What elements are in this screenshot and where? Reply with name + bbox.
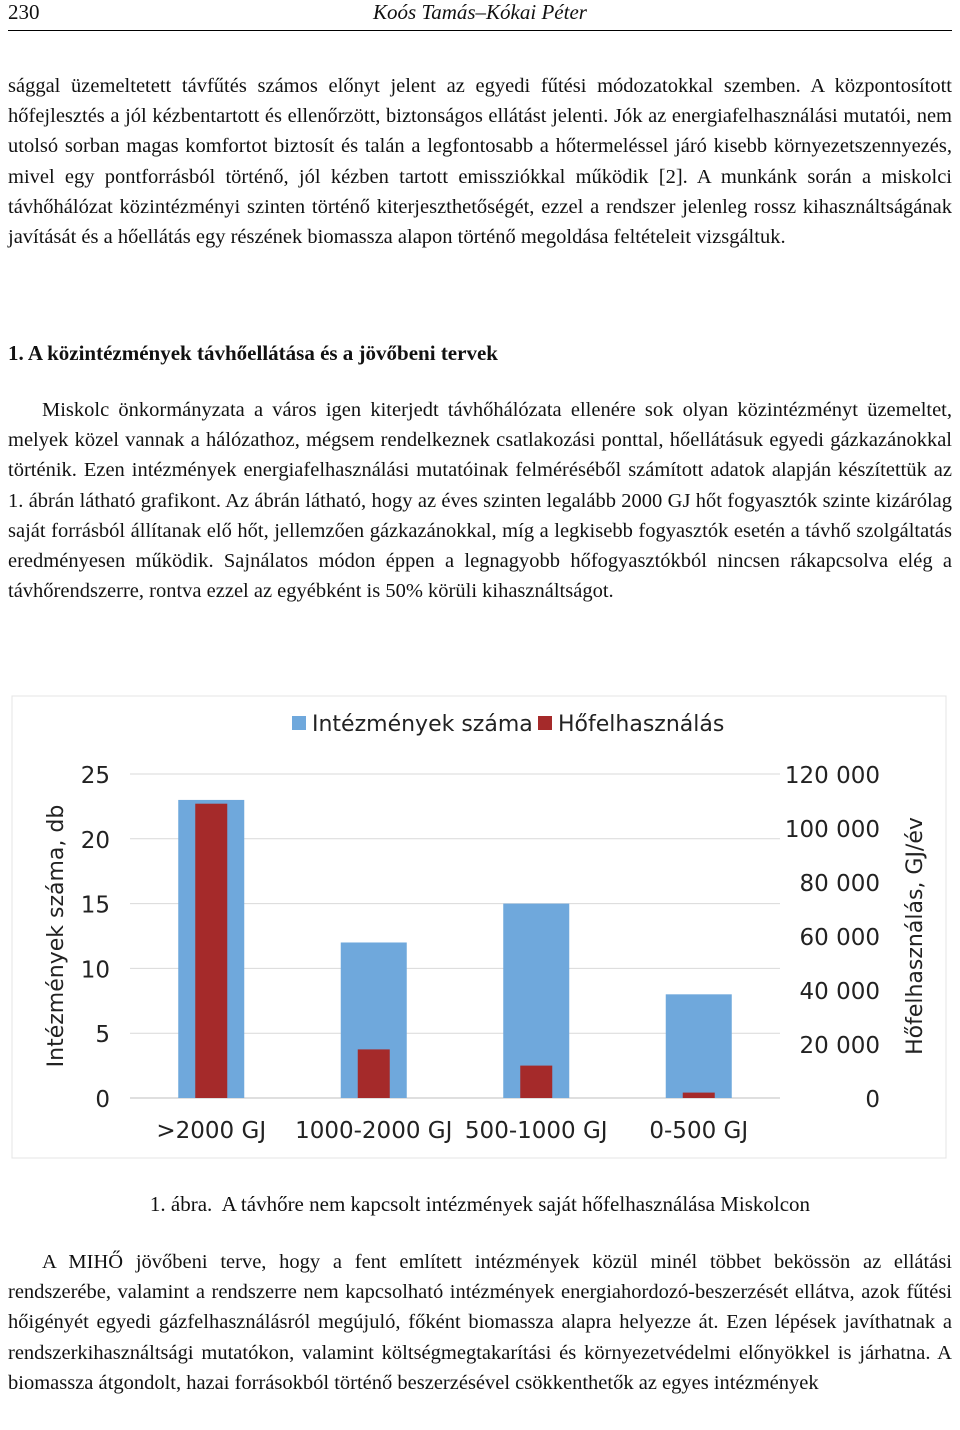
section-paragraph: Miskolc önkormányzata a város igen kiterjedt távhőhálózata ellenére sok olyan közintézményt üzemeltet, melyek közel vannak a hálózathoz, mégsem rendelkeznek csatlakozási ponttal, hőellátásuk egyedi gázkazánokkal történik. Ezen intézmények energiafelhasználási mutatóinak felméréséből számított adatok alapján készítettük az 1. ábrán látható grafikont. Az ábrán látható, hogy az éves szinten legalább 2000 GJ hőt fogyasztók szinte kizárólag saját forrásból állítanak elő hőt, jellemzően gázkazánokkal, míg a legkisebb fogyasztók esetén a távhő szolgáltatás eredményesen működik. Sajnálatos módon éppen a legnagyobb hőfogyasztókból nincsen rákapcsolva elég a távhőrendszerre, rontva ezzel az egyébként is 50% körüli kihasználtságot. xyxy=(8,399,952,603)
bar-intezmenyek-szama xyxy=(666,994,732,1098)
y-tick-label: 15 xyxy=(80,892,110,919)
caption-text: A távhőre nem kapcsolt intézmények saját hőfelhasználása Miskolcon xyxy=(221,1192,811,1216)
bar-chart xyxy=(10,694,950,1162)
y2-tick-label: 20 000 xyxy=(799,1033,880,1059)
page-number: 230 xyxy=(8,0,40,24)
page-header xyxy=(8,0,952,30)
bar-hofelhasznalas xyxy=(520,1066,552,1098)
legend-swatch-hofelhasznalas xyxy=(538,716,552,730)
intro-paragraph: sággal üzemeltetett távfűtés számos előnyt jelent az egyedi fűtési módozatokkal szemben. A központosított hőfejlesztés a jól kézbentartott és ellenőrzött, biztonságos ellátást jelenti. Jók az energiafelhasználási mutatói, nem utolsó sorban magas komfortot biztosít és talán a legfontosabb a hőtermeléssel járó kisebb környezetszennyezés, mivel egy pontforrásból történő, jól kézben tartott emissziókkal működik [2]. A munkánk során a miskolci távhőhálózat közintézményi szinten történő kiterjeszthetőségét, ezzel a rendszer jelenleg rossz kihasználtságának javítását és a hőellátás egy részének biomassza alapon történő megoldása feltételeit vizsgáltuk. xyxy=(8,75,952,249)
x-tick-label: 1000-2000 GJ xyxy=(295,1118,453,1144)
bar-hofelhasznalas xyxy=(195,804,227,1098)
legend-label-intezmenyek-szama: Intézmények száma xyxy=(312,712,533,737)
running-head-authors: Koós Tamás–Kókai Péter xyxy=(373,0,587,24)
x-tick-label: 0-500 GJ xyxy=(649,1118,749,1144)
legend-swatch-intezmenyek-szama xyxy=(292,716,306,730)
y2-tick-label: 80 000 xyxy=(799,871,880,897)
y-tick-label: 10 xyxy=(80,957,110,984)
caption-number: 1. ábra. xyxy=(149,1192,213,1216)
figure-caption xyxy=(0,1189,960,1219)
y2-tick-label: 0 xyxy=(865,1087,880,1113)
y2-tick-label: 60 000 xyxy=(799,925,880,951)
y2-tick-label: 120 000 xyxy=(784,763,880,789)
y2-tick-label: 100 000 xyxy=(784,817,880,843)
x-tick-label: >2000 GJ xyxy=(156,1118,267,1144)
closing-paragraph: A MIHŐ jövőbeni terve, hogy a fent említett intézmények közül minél többet bekössön az ellátási rendszerébe, valamint a rendszerre nem kapcsolható intézmények energiahordozó-beszerzését ellátva, azok fűtési hőigényét egyedi gázfelhasználásról megújuló, főként biomassza alapra helyezze át. Ezen lépések javíthatnak a rendszerkihasználtsági mutatókon, valamint költségmegtakarítási és környezetvédelmi előnyökkel is járhatna. A biomassza átgondolt, hazai forrásokból történő beszerzésével csökkenthetők az egyes intézmények xyxy=(8,1251,952,1394)
x-tick-label: 500-1000 GJ xyxy=(464,1118,608,1144)
y-axis-title: Intézmények száma, db xyxy=(44,804,69,1068)
y-tick-label: 0 xyxy=(95,1087,110,1113)
section-heading: 1. A közintézmények távhőellátása és a jövőbeni tervek xyxy=(8,341,498,365)
bar-hofelhasznalas xyxy=(358,1049,390,1098)
legend-label-hofelhasznalas: Hőfelhasználás xyxy=(558,712,725,737)
y2-tick-label: 40 000 xyxy=(799,979,880,1005)
y2-axis-title: Hőfelhasználás, GJ/év xyxy=(903,817,928,1055)
figure-chart xyxy=(10,694,950,1162)
y-tick-label: 25 xyxy=(80,763,110,789)
y-tick-label: 20 xyxy=(80,827,110,854)
bar-hofelhasznalas xyxy=(683,1093,715,1098)
header-rule xyxy=(8,30,952,31)
y-tick-label: 5 xyxy=(95,1022,110,1049)
